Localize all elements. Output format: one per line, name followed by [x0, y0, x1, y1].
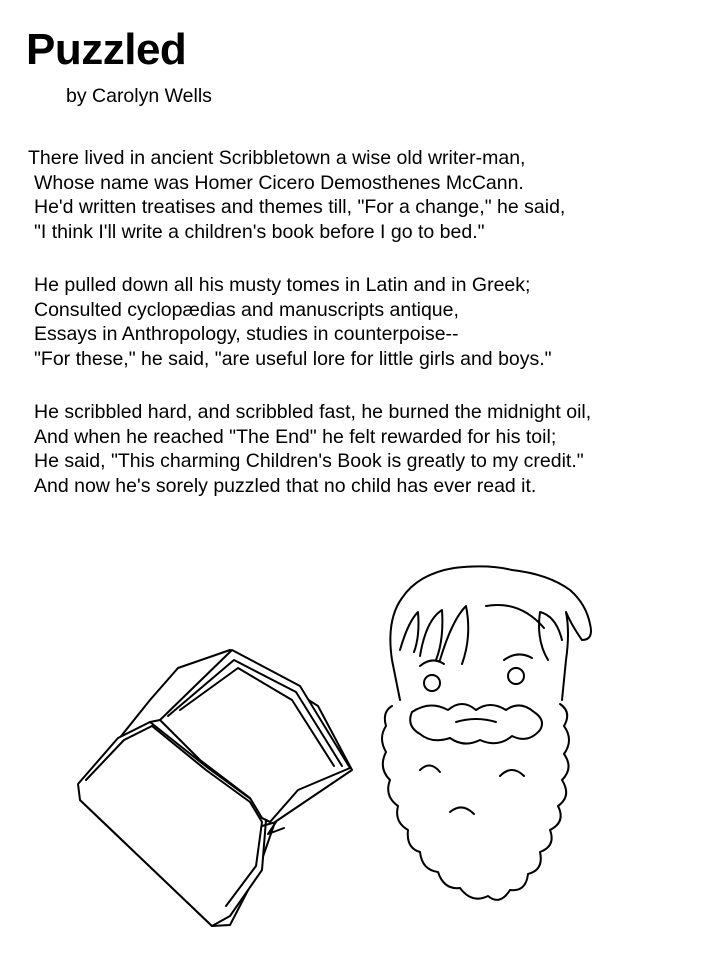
poem-stanza-1	[28, 146, 718, 244]
poem-line: "I think I'll write a children's book before I go to bed."	[34, 220, 485, 243]
poem-line: "For these," he said, "are useful lore for little girls and boys."	[34, 347, 552, 370]
poem-line: He scribbled hard, and scribbled fast, he burned the midnight oil,	[34, 401, 592, 423]
open-book-drawing	[78, 650, 352, 926]
poem-line: Essays in Anthropology, studies in counterpoise--	[34, 323, 459, 345]
poem-line: Whose name was Homer Cicero Demosthenes McCann.	[34, 171, 524, 194]
author-byline: by Carolyn Wells	[66, 85, 212, 107]
poem-line: There lived in ancient Scribbletown a wise old writer-man,	[28, 147, 526, 169]
poem-line: And now he's sorely puzzled that no child has ever read it.	[34, 474, 537, 497]
bearded-man-drawing	[382, 566, 591, 899]
poem-line: He pulled down all his musty tomes in Latin and in Greek;	[34, 274, 531, 296]
poem-line: And when he reached "The End" he felt rewarded for his toil;	[34, 425, 557, 448]
poem	[28, 146, 718, 527]
poem-line: He'd written treatises and themes till, "For a change," he said,	[34, 196, 566, 218]
poem-line: He said, "This charming Children's Book is greatly to my credit."	[34, 450, 584, 472]
poem-stanza-2	[28, 273, 718, 371]
poem-stanza-3	[28, 400, 718, 498]
poem-line: Consulted cyclopædias and manuscripts antique,	[34, 298, 459, 321]
page-title: Puzzled	[26, 25, 187, 74]
illustration	[0, 540, 718, 957]
